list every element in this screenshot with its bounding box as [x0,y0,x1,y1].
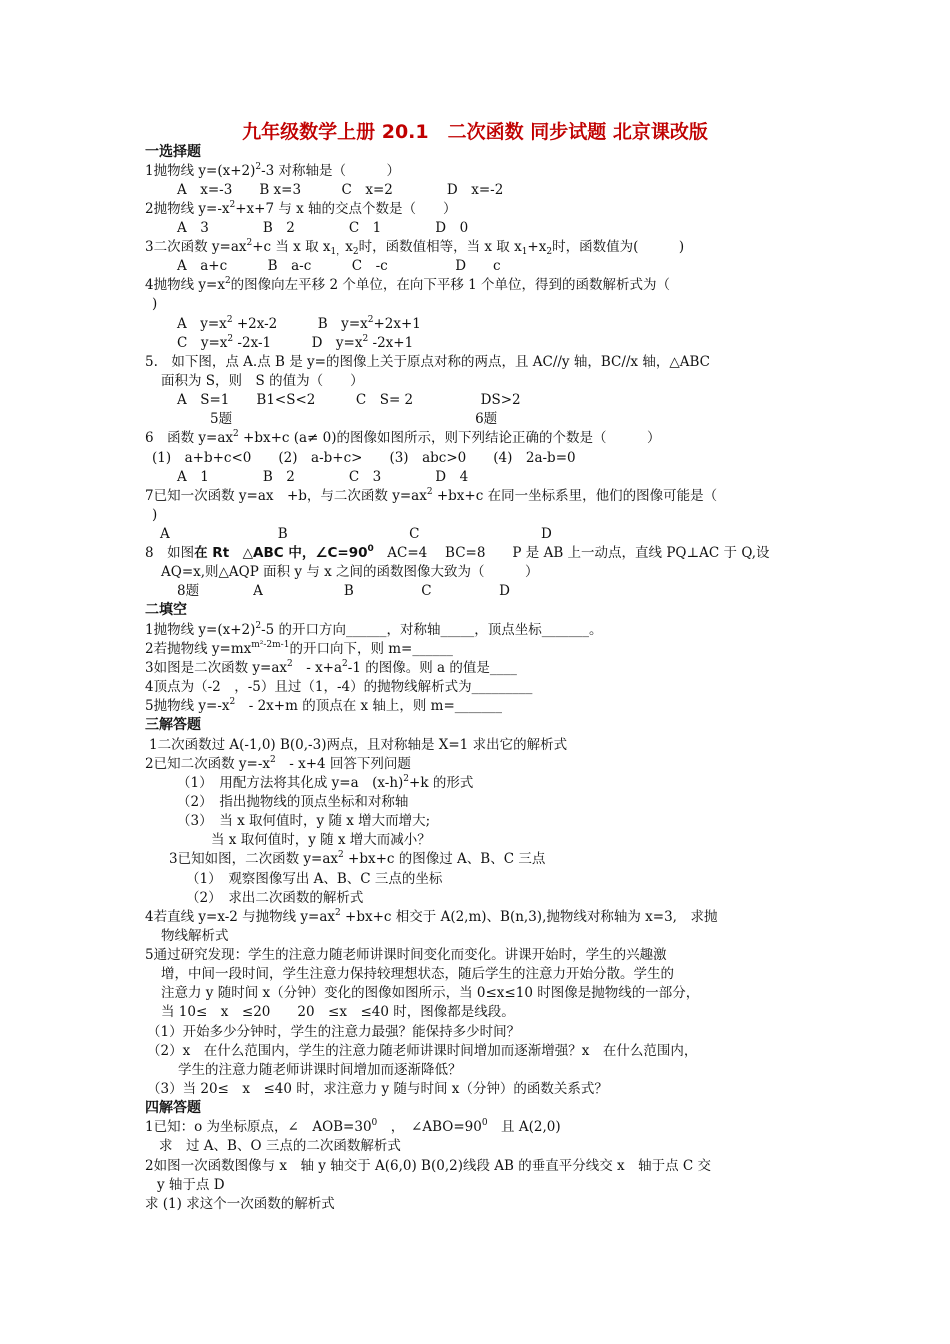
question-4-close: ) [152,296,158,312]
page-title: 九年级数学上册 20.1 二次函数 同步试题 北京课改版 [242,121,708,143]
question-5-cont: 面积为 S，则 S 的值为（ ） [161,373,364,389]
question-2-options: A 3 B 2 C 1 D 0 [177,220,469,236]
question-8-figure-labels: 8题 A B C D [177,583,510,599]
fill-4: 4顶点为（-2 ，-5）且过（1，-4）的抛物线解析式为_________ [145,679,533,695]
question-1-options: A x=-3 B x=3 C x=2 D x=-2 [177,182,504,198]
answer-2-part-3b: 当 x 取何值时，y 随 x 增大而减小？ [211,832,431,848]
answer-4-cont: 物线解析式 [161,928,229,944]
question-7-close: ) [152,507,158,523]
answer-4: 4若直线 y=x-2 与抛物线 $y=ax^2 +bx+c$ 相交于 A(2,m)、B(n,3),抛物线对称轴为 x=3, 求抛 [145,908,718,925]
fill-1: 1抛物线 $y=(x+2)^2-5$ 的开口方向______，对称轴_____，顶点坐标_______。 [145,621,603,638]
question-4-options-ab: A $y=x^2 +2x-2$ B $y=x^2+2x+1$ [177,315,421,332]
answer-5-q2: （2）x 在什么范围内，学生的注意力随老师讲课时间增加而逐渐增强？x 在什么范围内， [147,1043,698,1059]
answer-3-part-2: （2） 求出二次函数的解析式 [186,890,364,906]
problem-1: 1已知：o 为坐标原点，∠ $AOB=30^0$ ， $\angle ABO=90^0$ 且 A(2,0) [145,1118,561,1135]
answer-3: 3已知如图，二次函数 $y=ax^2 +bx+c$ 的图像过 A、B、C 三点 [169,850,546,867]
question-8: 8 如图在 Rt △ABC 中，$\angle C=90^0$ AC=4 BC=8 P 是 AB 上一动点，直线 PQ⊥AC 于 Q,设 [145,544,770,561]
question-1: 1抛物线 $y=(x+2)^2-3$ 对称轴是（ ） [145,162,401,179]
section-fill-heading: 二填空 [145,602,187,618]
question-7-options: A B C D [160,526,552,542]
answer-2-part-1: （1） 用配方法将其化成 y=a $(x-h)^2+k$ 的形式 [177,774,474,791]
answer-2-part-2: （2） 指出抛物线的顶点坐标和对称轴 [177,794,409,810]
answer-5-line-3: 注意力 y 随时间 x（分钟）变化的图像如图所示，当 0≤x≤10 时图像是抛物线的一部分， [161,985,700,1001]
question-4: 4抛物线 $y=x^2$的图像向左平移 2 个单位，在向下平移 1 个单位，得到的函数解析式为（ [145,276,671,293]
section-answer2-heading: 四解答题 [145,1100,201,1116]
answer-1: 1二次函数过 A(-1,0) B(0,-3)两点，且对称轴是 X=1 求出它的解析式 [149,737,568,753]
answer-5-q3: （3）当 20≤ x ≤40 时，求注意力 y 随与时间 x（分钟）的函数关系式？ [147,1081,608,1097]
question-6: 6 函数 $y=ax^2 +bx+c$ (a≠ 0)的图像如图所示，则下列结论正确的个数是（ ） [145,429,661,446]
problem-2: 2如图一次函数图像与 x 轴 y 轴交于 A(6,0) B(0,2)线段 AB 的垂直平分线交 x 轴于点 C 交 [145,1158,712,1174]
fill-3: 3如图是二次函数 $y=ax^2$ - $x+a^2-1$ 的图像。则 a 的值是____ [145,659,517,676]
figure-labels-5-6: 5题 6题 [210,411,498,427]
question-7: 7已知一次函数 y=ax +b，与二次函数 $y=ax^2 +bx+c$ 在同一坐标系里，他们的图像可能是（ [145,487,718,504]
question-2: 2抛物线 $y=-x^2+x+7$ 与 x 轴的交点个数是（ ） [145,200,457,217]
answer-5-q1: （1）开始多少分钟时，学生的注意力最强？能保持多少时间？ [147,1024,521,1040]
question-3: 3二次函数 $y=ax^2+c$ 当 x 取 $x_{1,}x_2$时，函数值相等，当 x 取 $x_1+x_2$时，函数值为( ) [145,238,685,257]
question-6-items: (1) a+b+c<0 (2) a-b+c> (3) abc>0 (4) 2a-b=0 [152,450,576,466]
answer-2: 2已知二次函数 $y=-x^2$ - x+4 回答下列问题 [145,755,411,772]
problem-1-task: 求 过 A、B、O 三点的二次函数解析式 [159,1138,401,1154]
answer-5-line-2: 增，中间一段时间，学生注意力保持较理想状态，随后学生的注意力开始分散。学生的 [161,966,674,982]
question-8-cont: AQ=x,则△AQP 面积 y 与 x 之间的函数图像大致为（ ） [161,564,539,580]
problem-2-cont: y 轴于点 D [157,1177,225,1193]
answer-2-part-3: （3） 当 x 取何值时，y 随 x 增大而增大; [177,813,431,829]
section-choice-heading: 一选择题 [145,144,201,160]
answer-3-part-1: （1） 观察图像写出 A、B、C 三点的坐标 [186,871,443,887]
question-3-options: A a+c B a-c C -c D c [177,258,501,274]
question-5-options: A S=1 B1<S<2 C S= 2 DS>2 [177,392,521,408]
answer-5-line-4: 当 10≤ x ≤20 20 ≤x ≤40 时，图像都是线段。 [161,1004,515,1020]
question-5: 5. 如下图，点 A.点 B 是 y=的图像上关于原点对称的两点，且 AC//y 轴，BC//x 轴，△ABC [145,354,710,370]
answer-5-line-1: 5通过研究发现：学生的注意力随老师讲课时间变化而变化。讲课开始时，学生的兴趣激 [145,947,667,963]
fill-2: 2若抛物线 $y=mx^{m^2-2m-1}$的开口向下，则 m=______ [145,640,453,657]
answer-5-q2b: 学生的注意力随老师讲课时间增加而逐渐降低？ [178,1062,462,1078]
question-6-options: A 1 B 2 C 3 D 4 [177,469,469,485]
problem-2-task: 求 (1) 求这个一次函数的解析式 [145,1196,335,1212]
fill-5: 5抛物线 $y=-x^2$ - 2x+m 的顶点在 x 轴上，则 m=_______ [145,697,503,714]
question-4-options-cd: C $y=x^2$ -2x-1 D $y=x^2$ -2x+1 [177,334,414,351]
section-answer-heading: 三解答题 [145,717,201,733]
